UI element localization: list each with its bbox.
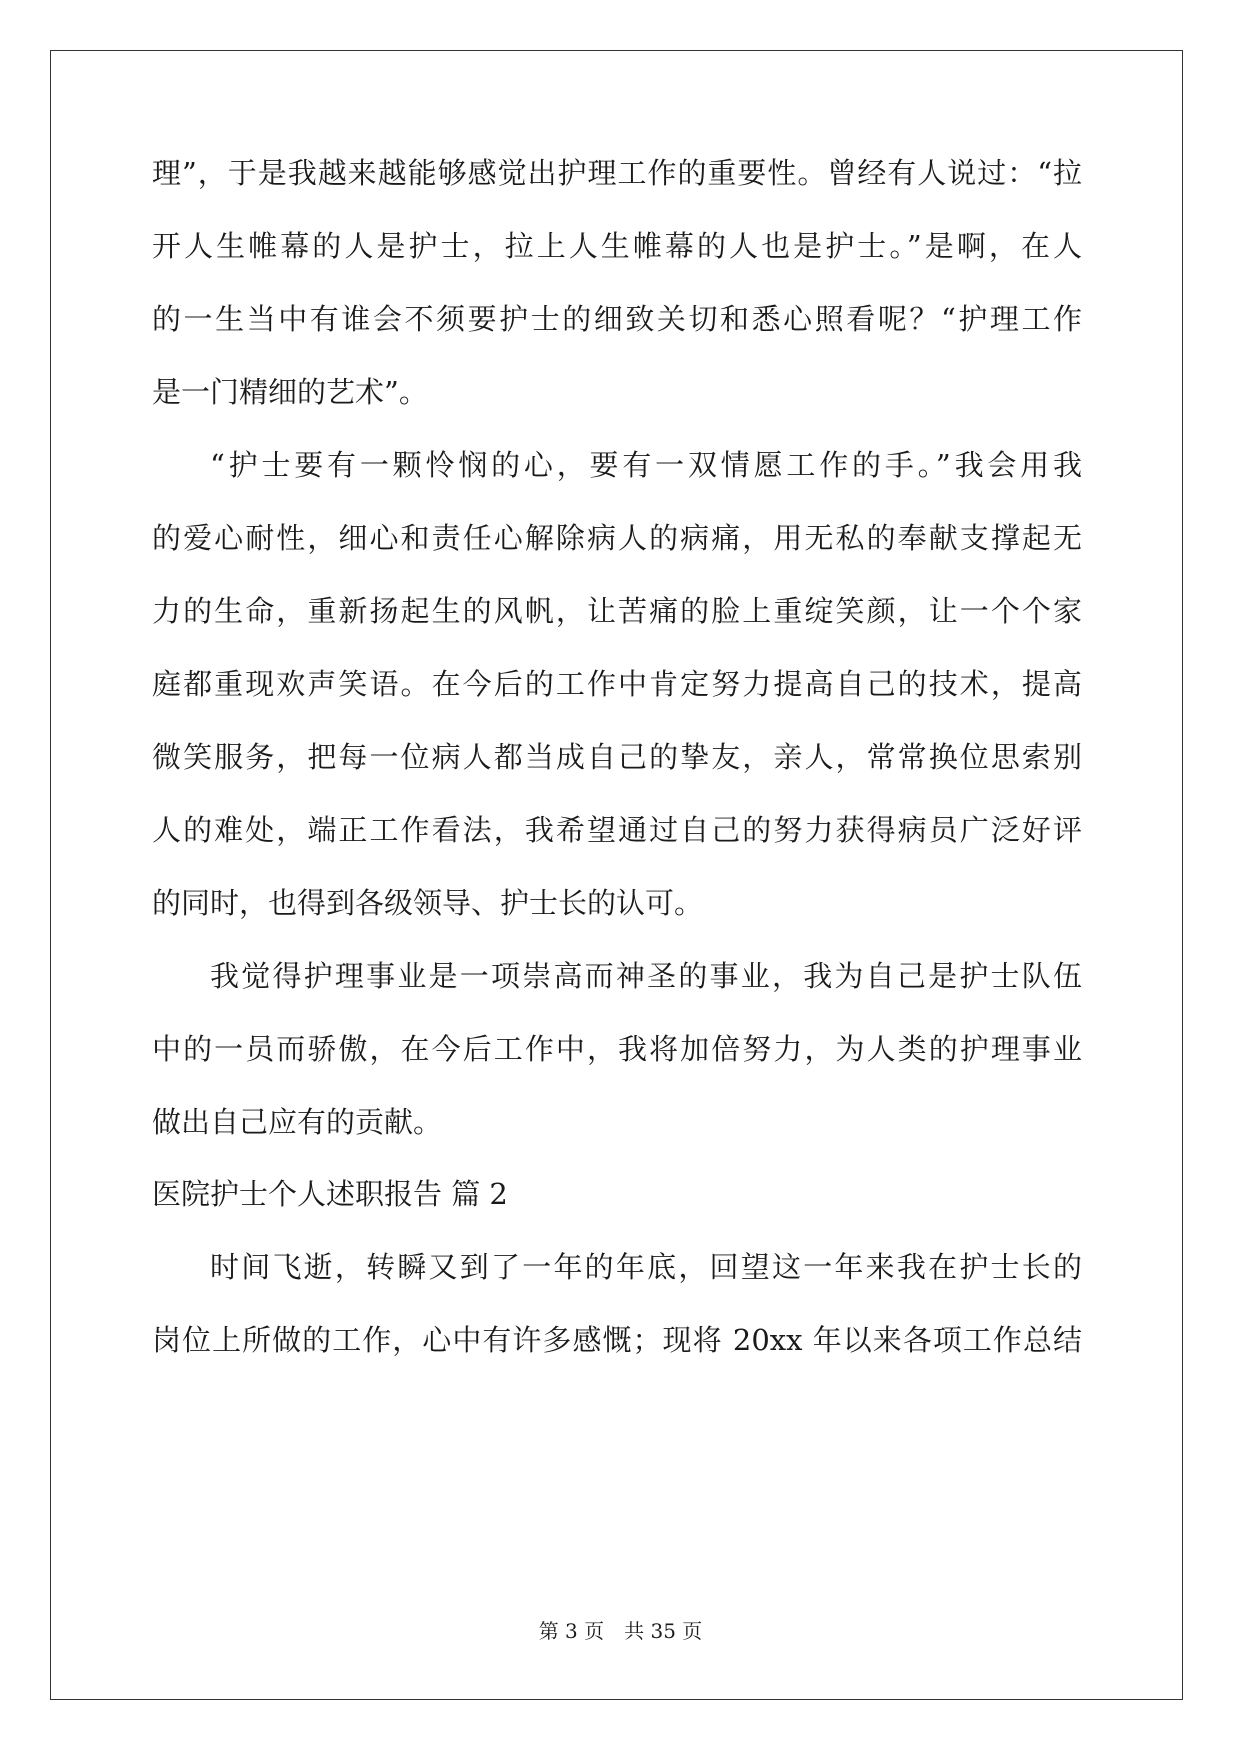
text-line: 微笑服务，把每一位病人都当成自己的挚友，亲人，常常换位思索别 (152, 740, 1082, 774)
text-line: 中的一员而骄傲，在今后工作中，我将加倍努力，为人类的护理事业 (152, 1032, 1082, 1066)
text-line: 的爱心耐性，细心和责任心解除病人的病痛，用无私的奉献支撑起无 (152, 521, 1082, 555)
text-line: 时间飞逝，转瞬又到了一年的年底，回望这一年来我在护士长的 (210, 1250, 1082, 1284)
text-line: 我觉得护理事业是一项崇高而神圣的事业，我为自己是护士队伍 (210, 959, 1082, 993)
section-heading: 医院护士个人述职报告 篇 2 (152, 1177, 508, 1211)
text-line: 的同时，也得到各级领导、护士长的认可。 (152, 886, 704, 920)
text-line: 的一生当中有谁会不须要护士的细致关切和悉心照看呢？“护理工作 (152, 302, 1082, 336)
text-line: 岗位上所做的工作，心中有许多感慨；现将 20xx 年以来各项工作总结 (152, 1323, 1082, 1357)
text-line: 做出自己应有的贡献。 (152, 1105, 443, 1139)
text-line: 理”，于是我越来越能够感觉出护理工作的重要性。曾经有人说过：“拉 (152, 156, 1082, 190)
page-number-footer: 第 3 页 共 35 页 (538, 1619, 703, 1643)
text-line: 是一门精细的艺术”。 (152, 375, 428, 409)
text-line: 力的生命，重新扬起生的风帆，让苦痛的脸上重绽笑颜，让一个个家 (152, 594, 1082, 628)
text-line: “护士要有一颗怜悯的心，要有一双情愿工作的手。”我会用我 (210, 448, 1082, 482)
text-line: 人的难处，端正工作看法，我希望通过自己的努力获得病员广泛好评 (152, 813, 1082, 847)
text-line: 庭都重现欢声笑语。在今后的工作中肯定努力提高自己的技术，提高 (152, 667, 1082, 701)
text-line: 开人生帷幕的人是护士，拉上人生帷幕的人也是护士。”是啊，在人 (152, 229, 1082, 263)
